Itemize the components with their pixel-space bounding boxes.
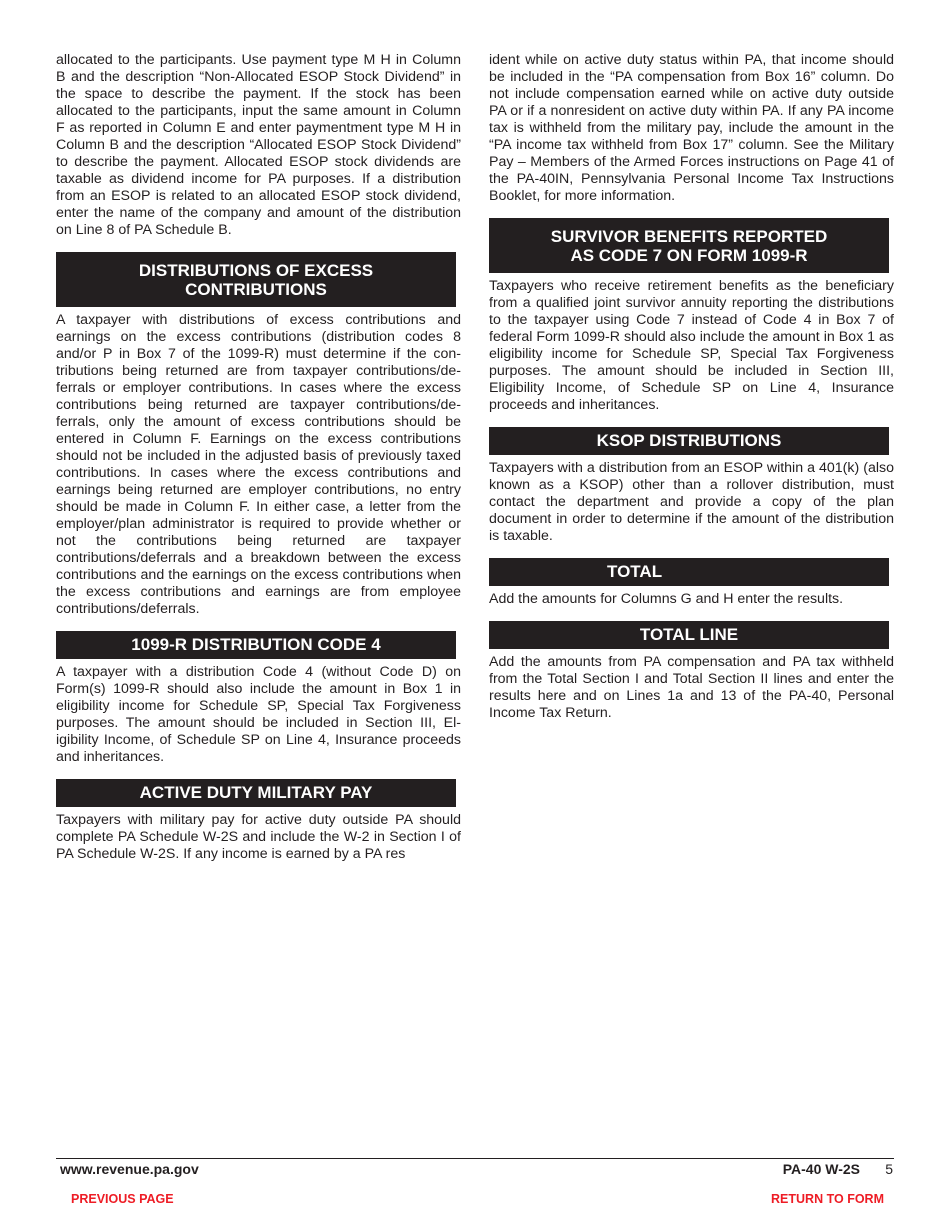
survivor-benefits-body: Taxpayers who receive retirement benefits as the beneficiary from a qualified joint survivor annuity reporting the distributions to the taxpayer using Code 7 instead of Code 4 in Box 7 of federal Form 1099-R should also include the amount in Box 1 as eligibility income for Schedule SP, Special Tax Forgiveness purposes. The amount should be included in Section III, Eligibility Income, of Schedule SP on Line 4, Insurance proceeds and inheritances. <box>489 278 894 413</box>
total-body: Add the amounts for Columns G and H enter the results. <box>489 591 844 607</box>
excess-contributions-heading <box>56 252 456 307</box>
excess-contributions-heading-line2: CONTRIBUTIONS <box>185 280 327 299</box>
return-to-form-link[interactable]: RETURN TO FORM <box>771 1192 884 1206</box>
footer-page-number: 5 <box>885 1161 893 1177</box>
previous-page-link[interactable]: PREVIOUS PAGE <box>71 1192 174 1206</box>
ksop-heading: KSOP DISTRIBUTIONS <box>489 427 889 455</box>
left-column <box>56 52 461 863</box>
survivor-benefits-heading <box>489 218 889 273</box>
intro-paragraph: allocated to the participants. Use payment type M H in Column B and the description “Non-Allocated ESOP Stock Dividend” in the space to describe the payment. If the stock has been allocated to the participants, input the same amount in Column F as reported in Column E and enter paymentment type M H in Column B and the description “Allocated ESOP Stock Dividend” to describe the payment. Allocated ESOP stock dividends are taxable as dividend income for PA purposes. If a distribution from an ESOP is related to an allocated ESOP stock dividend, enter the name of the company and amount of the distribution on Line 8 of PA Schedule B. <box>56 52 461 238</box>
footer-website: www.revenue.pa.gov <box>60 1161 199 1177</box>
military-pay-heading: ACTIVE DUTY MILITARY PAY <box>56 779 456 807</box>
total-line-body: Add the amounts from PA compensation and PA tax withheld from the Total Section I and Total Section II lines and enter the results here and on Lines 1a and 13 of the PA-40, Personal Income Tax Return. <box>489 654 894 721</box>
excess-contributions-body: A taxpayer with distributions of excess contributions and earnings on the excess contributions (distribution codes 8 and/or P in Box 7 of the 1099-R) must determine if the contributions being returned are from taxpayer contributions/deferrals or employer contributions. In cases where the excess contributions being returned are taxpayer contributions/deferrals, only the amount of excess contributions should be entered in Column F. Earnings on the excess contributions should not be included in the adjusted basis of previously taxed contributions. In cases where the excess contributions and earnings being returned are employer contributions, no entry should be made in Column F. In either case, a letter from the employer/plan administrator is required to provide whether or not the contributions being returned are taxpayer contributions/deferrals and a breakdown between the excess contributions and the earnings on the excess contributions when the excess contributions and earnings are from employee contributions/deferrals. <box>56 312 461 617</box>
code4-body: A taxpayer with a distribution Code 4 (without Code D) on Form(s) 1099-R should also include the amount in Box 1 in eligibility income for Schedule SP, Special Tax Forgiveness purposes. The amount should be included in Section III, Eligibility Income, of Schedule SP on Line 4, Insurance proceeds and inheritances. <box>56 664 461 765</box>
total-heading: TOTAL <box>489 558 889 586</box>
excess-contributions-heading-line1: DISTRIBUTIONS OF EXCESS <box>138 261 374 280</box>
footer-form-name: PA-40 W-2S <box>782 1161 860 1177</box>
footer-divider <box>56 1158 894 1159</box>
military-pay-body: Taxpayers with military pay for active duty outside PA should complete PA Schedule W-2S and include the W-2 in Section I of PA Schedule W-2S. If any income is earned by a PA res <box>56 812 461 862</box>
code4-heading: 1099-R DISTRIBUTION CODE 4 <box>56 631 456 659</box>
military-pay-continued: ident while on active duty status within PA, that income should be included in the “PA compensation from Box 16” column. Do not include compensation earned while on active duty outside PA or if a nonresident on active duty within PA. If any PA income tax is withheld from the military pay, include the amount in the “PA income tax withheld from Box 17” column. See the Military Pay – Members of the Armed Forces instructions on Page 41 of the PA-40IN, Pennsylvania Personal Income Tax Instructions Booklet, for more information. <box>489 52 894 204</box>
survivor-benefits-heading-line2: AS CODE 7 ON FORM 1099-R <box>570 246 808 265</box>
ksop-body: Taxpayers with a distribution from an ESOP within a 401(k) (also known as a KSOP) other than a rollover distribution, must contact the department and provide a copy of the plan document in order to determine if the amount of the distribution is taxable. <box>489 460 894 544</box>
right-column <box>489 52 894 722</box>
total-line-heading: TOTAL LINE <box>489 621 889 649</box>
survivor-benefits-heading-line1: SURVIVOR BENEFITS REPORTED <box>550 227 828 246</box>
